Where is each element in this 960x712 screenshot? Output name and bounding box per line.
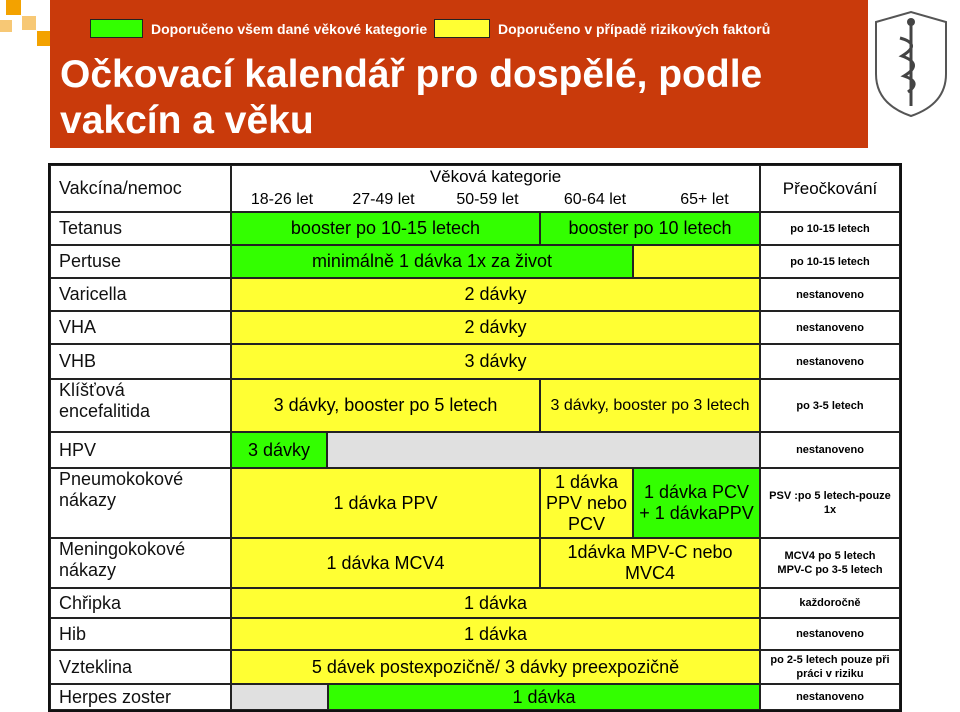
legend-label-recommended-all: Doporučeno všem dané věkové kategorie [151, 21, 428, 37]
rev-line: 1x [823, 504, 837, 516]
row-label-hib: Hib [50, 618, 231, 650]
rev-vha: nestanoveno [760, 311, 900, 344]
row-label-vhb: VHB [50, 344, 231, 379]
rev-influenza: každoročně [760, 588, 900, 618]
legend-label-recommended-risk: Doporučeno v případě rizikových faktorů [498, 21, 771, 37]
cell-hpv-18-26: 3 dávky [231, 432, 327, 468]
cell-hpv-27-plus [327, 432, 760, 468]
rev-hib: nestanoveno [760, 618, 900, 650]
rev-varicella: nestanoveno [760, 278, 900, 311]
cell-meningo-18-49: 1 dávka MCV4 [231, 538, 540, 588]
rev-hpv: nestanoveno [760, 432, 900, 468]
legend-swatch-recommended-all [90, 19, 143, 38]
legend-swatch-recommended-risk [434, 19, 490, 38]
page-title-line1: Očkovací kalendář pro dospělé, podle [60, 53, 763, 96]
row-label-influenza: Chřipka [50, 588, 231, 618]
rev-pertuse: po 10-15 letech [760, 245, 900, 278]
cell-pneumo-18-49: 1 dávka PPV [231, 468, 540, 538]
cell-meningo-50-plus [540, 538, 760, 588]
rev-line: PSV :po 5 letech-pouze [769, 490, 891, 502]
header-age-50-59: 50-59 let [435, 187, 540, 212]
cell-pneumo-50-64 [540, 468, 633, 538]
cell-line: 1dávka MPV-C nebo [567, 542, 733, 562]
header-age-60-64: 60-64 let [540, 187, 650, 212]
header-age-27-49: 27-49 let [332, 187, 435, 212]
row-label-rabies: Vzteklina [50, 650, 231, 684]
row-label-line: Pneumokokové [59, 469, 184, 489]
row-label-vha: VHA [50, 311, 231, 344]
cell-hib: 1 dávka [231, 618, 760, 650]
header-age-category: Věková kategorie [231, 165, 760, 187]
page-title-line2: vakcín a věku [60, 99, 314, 142]
decor-square [22, 16, 36, 30]
cell-tetanus-18-49: booster po 10-15 letech [231, 212, 540, 245]
row-label-tick-borne-encephalitis [50, 379, 231, 432]
header-revaccination: Přeočkování [760, 165, 900, 212]
header-age-18-26: 18-26 let [231, 187, 332, 212]
cell-vhb: 3 dávky [231, 344, 760, 379]
row-label-line: nákazy [59, 560, 117, 580]
cell-varicella: 2 dávky [231, 278, 760, 311]
cell-tick-50-plus: 3 dávky, booster po 3 letech [540, 379, 760, 432]
cell-pneumo-65-plus [633, 468, 760, 538]
rev-zoster: nestanoveno [760, 684, 900, 710]
cell-pertuse-18-64: minimálně 1 dávka 1x za život [231, 245, 633, 278]
cell-line: PCV [567, 513, 605, 534]
page-title [60, 52, 850, 144]
rev-line: práci v riziku [796, 668, 864, 680]
cell-rabies: 5 dávek postexpozičně/ 3 dávky preexpozičně [231, 650, 760, 684]
cell-pertuse-65-plus [633, 245, 760, 278]
rev-tick: po 3-5 letech [760, 379, 900, 432]
rev-tetanus: po 10-15 letech [760, 212, 900, 245]
row-label-hpv: HPV [50, 432, 231, 468]
decor-square [0, 20, 12, 32]
cell-tick-18-49: 3 dávky, booster po 5 letech [231, 379, 540, 432]
rev-rabies [760, 650, 900, 684]
decor-square [6, 0, 21, 15]
rev-meningo [760, 538, 900, 588]
cell-line: 1 dávka [554, 471, 619, 492]
row-label-meningococcal [50, 538, 231, 588]
rev-line: po 2-5 letech pouze při [770, 654, 890, 666]
medical-emblem-icon [872, 8, 950, 120]
cell-zoster-60-plus: 1 dávka [328, 684, 760, 710]
cell-line: 1 dávka PCV [643, 482, 750, 502]
cell-vha: 2 dávky [231, 311, 760, 344]
rev-pneumo [760, 468, 900, 538]
cell-tetanus-50-plus: booster po 10 letech [540, 212, 760, 245]
row-label-line: Klíšťová [59, 380, 125, 400]
header-vaccine: Vakcína/nemoc [50, 165, 231, 212]
cell-influenza: 1 dávka [231, 588, 760, 618]
row-label-line: Meningokokové [59, 539, 186, 559]
cell-line: MVC4 [624, 563, 675, 583]
rev-vhb: nestanoveno [760, 344, 900, 379]
cell-zoster-18-59 [231, 684, 328, 710]
row-label-pneumococcal [50, 468, 231, 538]
rev-line: MPV-C po 3-5 letech [777, 564, 883, 576]
row-label-tetanus: Tetanus [50, 212, 231, 245]
row-label-varicella: Varicella [50, 278, 231, 311]
cell-line: + 1 dávkaPPV [639, 503, 754, 523]
row-label-line: encefalitida [59, 401, 151, 421]
cell-line: PPV nebo [545, 492, 628, 513]
row-label-pertuse: Pertuse [50, 245, 231, 278]
row-label-herpes-zoster: Herpes zoster [50, 684, 231, 710]
row-label-line: nákazy [59, 490, 117, 510]
rev-line: MCV4 po 5 letech [784, 550, 876, 562]
header-age-65-plus: 65+ let [650, 187, 760, 212]
